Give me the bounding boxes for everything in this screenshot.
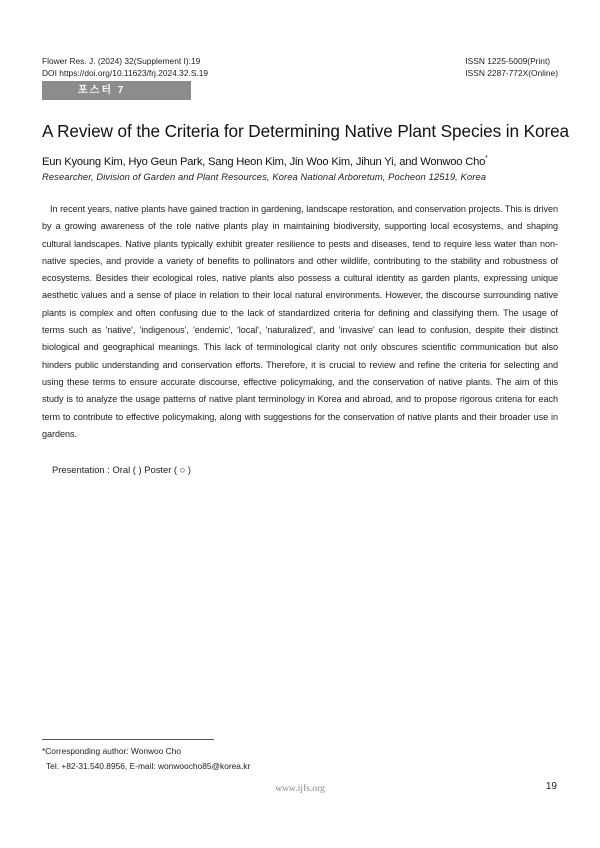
section-label: 포스터 7	[42, 81, 191, 100]
footer-url[interactable]: www.ijfs.org	[275, 783, 325, 794]
issn-online: ISSN 2287-772X(Online)	[465, 67, 558, 78]
abstract-text: In recent years, native plants have gained traction in gardening, landscape restoration, and conservation projects. This is driven by a growing awareness of the role native plants play in maintaining biodiversity, supporting local ecosystems, and shaping cultural landscapes. Native plants typically exhibit greater resilience to pests and diseases, tend to require less water than non-native species, and provide a variety of benefits to pollinators and other wildlife, contributing to the stability and robustness of ecosystems. Besides their ecological roles, native plants also possess a cultural identity as garden plants, expressing unique aesthetic values and a sense of place in relation to their local natural environments. However, the discourse surrounding native plants is complex and often confusing due to the lack of standardized criteria for defining and classifying them. The usage of terms such as 'native', 'indigenous', 'endemic', 'local', 'naturalized', and 'invasive' can lead to confusion, despite their distinct biological and geographical meanings. This lack of terminological clarity not only obscures scientific communication but also hinders public understanding and conservation efforts. Therefore, it is crucial to review and refine the criteria for selecting and using these terms to ensure accurate discourse, effective policymaking, and the conservation of native plants. The aim of this study is to analyze the usage patterns of native plant terminology in Korea and abroad, and to propose rigorous criteria for each term to contribute to effective policymaking, along with suggestions for the conservation of native plants and their broader use in gardens.	[42, 204, 558, 439]
paper-title: A Review of the Criteria for Determining Native Plant Species in Korea	[42, 121, 570, 141]
doi-line[interactable]: DOI https://doi.org/10.11623/frj.2024.32.S.19	[42, 67, 209, 78]
contact-info: Tel. +82-31.540.8956, E-mail: wonwoocho85@korea.kr	[46, 761, 251, 771]
journal-citation	[42, 56, 208, 79]
issn-block	[465, 56, 558, 79]
footnote	[42, 744, 250, 774]
presentation-type: Presentation : Oral ( ) Poster ( ○ )	[52, 464, 192, 475]
corresponding-mark: *	[485, 155, 488, 162]
issn-print: ISSN 1225-5009(Print)	[465, 56, 551, 66]
page-number: 19	[545, 781, 557, 792]
affiliation: Researcher, Division of Garden and Plant Resources, Korea National Arboretum, Pocheon 12519, Korea	[42, 171, 487, 182]
footnote-divider	[42, 739, 214, 740]
authors-text: Eun Kyoung Kim, Hyo Geun Park, Sang Heon Kim, Jin Woo Kim, Jihun Yi, and Wonwoo Cho	[42, 156, 486, 168]
author-list	[42, 155, 488, 168]
journal-line: Flower Res. J. (2024) 32(Supplement I):19	[42, 56, 201, 66]
corresponding-author: *Corresponding author: Wonwoo Cho	[42, 746, 182, 756]
